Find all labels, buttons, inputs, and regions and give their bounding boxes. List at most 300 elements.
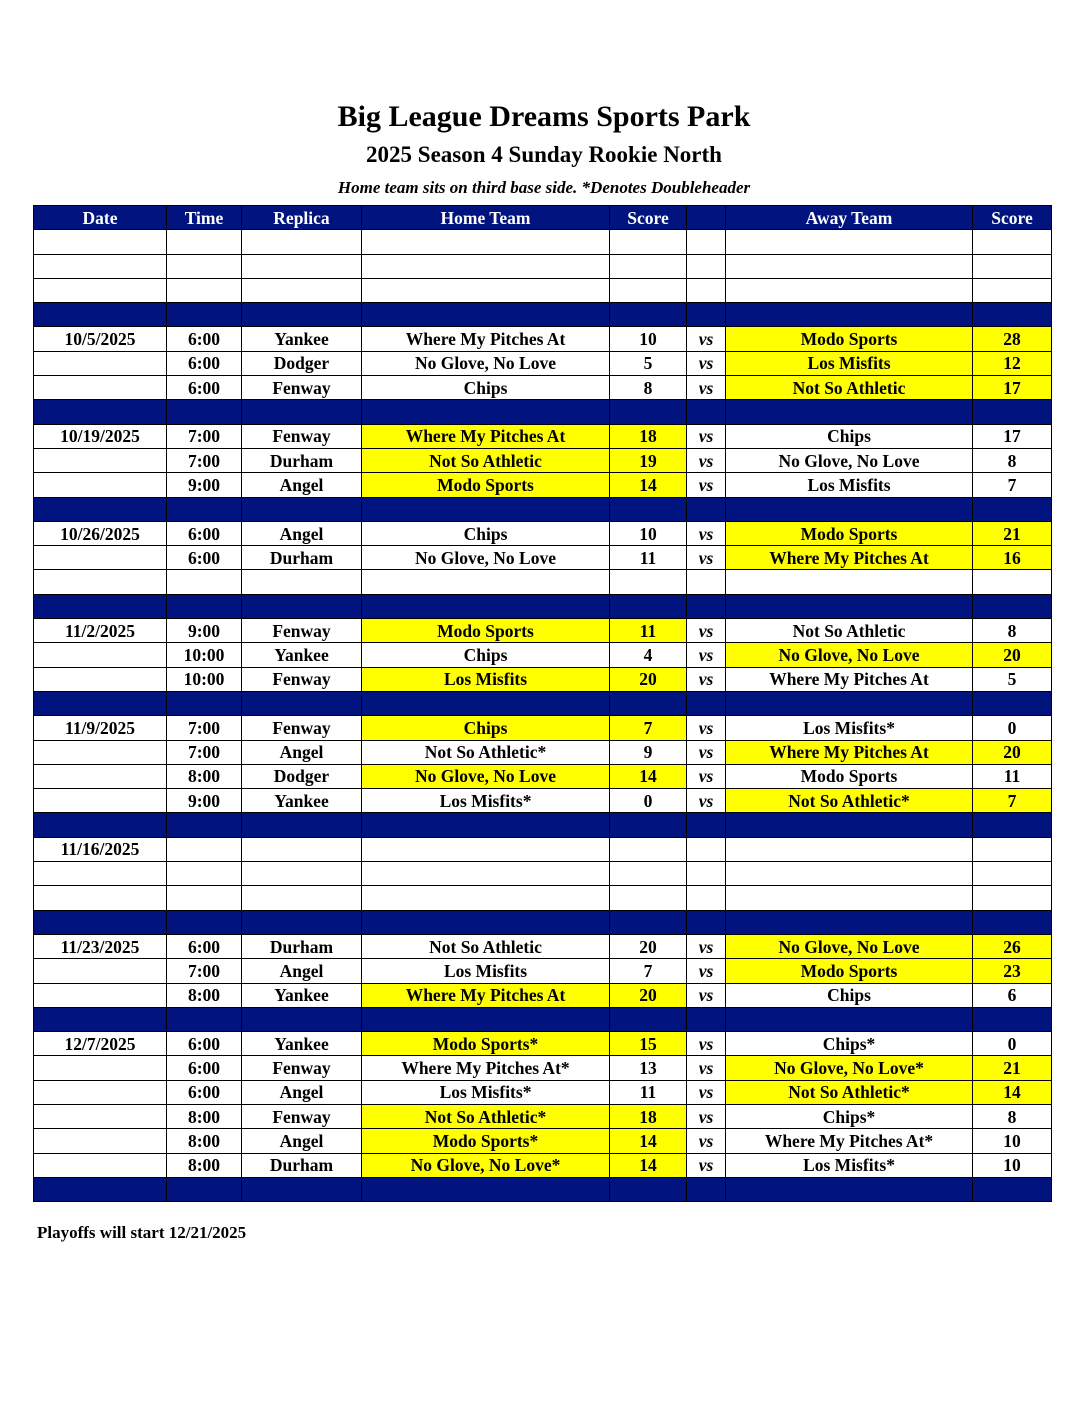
blank-row [34, 230, 1052, 254]
game-row [34, 643, 1052, 667]
header-time: Time [167, 206, 242, 230]
away-score-cell: 6 [973, 983, 1052, 1007]
vs-cell [687, 837, 726, 861]
vs-cell: vs [687, 643, 726, 667]
game-row [34, 983, 1052, 1007]
away-team-cell: Where My Pitches At [726, 667, 973, 691]
replica-cell [242, 862, 362, 886]
home-score-cell [610, 254, 687, 278]
home-team-cell: Modo Sports [362, 619, 610, 643]
home-score-cell [610, 570, 687, 594]
date-cell: 10/19/2025 [34, 424, 167, 448]
page-subtitle: 2025 Season 4 Sunday Rookie North [366, 142, 722, 167]
away-score-cell: 28 [973, 327, 1052, 351]
replica-cell [242, 278, 362, 302]
schedule-body [34, 230, 1052, 1202]
header-date: Date [34, 206, 167, 230]
replica-cell [242, 570, 362, 594]
home-score-cell [610, 497, 687, 521]
home-score-cell: 20 [610, 667, 687, 691]
time-cell [167, 862, 242, 886]
vs-cell [687, 1177, 726, 1201]
vs-cell: vs [687, 1153, 726, 1177]
home-team-cell: Los Misfits* [362, 1080, 610, 1104]
schedule-note: Home team sits on third base side. *Denotes Doubleheader [337, 178, 751, 197]
separator-row [34, 1177, 1052, 1201]
away-score-cell [973, 862, 1052, 886]
replica-cell [242, 910, 362, 934]
date-cell [34, 959, 167, 983]
replica-cell: Angel [242, 521, 362, 545]
replica-cell [242, 594, 362, 618]
time-cell: 6:00 [167, 376, 242, 400]
home-team-cell [362, 303, 610, 327]
away-score-cell: 0 [973, 716, 1052, 740]
separator-row [34, 303, 1052, 327]
time-cell: 9:00 [167, 473, 242, 497]
away-score-cell [973, 400, 1052, 424]
home-team-cell [362, 691, 610, 715]
time-cell: 8:00 [167, 1153, 242, 1177]
home-score-cell [610, 886, 687, 910]
time-cell: 6:00 [167, 934, 242, 958]
home-score-cell: 10 [610, 521, 687, 545]
game-row [34, 546, 1052, 570]
away-team-cell: Los Misfits [726, 473, 973, 497]
time-cell: 8:00 [167, 1104, 242, 1128]
away-score-cell [973, 691, 1052, 715]
game-row [34, 1153, 1052, 1177]
home-score-cell: 8 [610, 376, 687, 400]
date-cell [34, 303, 167, 327]
game-row [34, 521, 1052, 545]
away-team-cell: No Glove, No Love [726, 934, 973, 958]
replica-cell: Durham [242, 546, 362, 570]
header-home-score: Score [610, 206, 687, 230]
time-cell: 8:00 [167, 983, 242, 1007]
replica-cell [242, 1177, 362, 1201]
time-cell [167, 303, 242, 327]
away-score-cell [973, 254, 1052, 278]
time-cell [167, 1007, 242, 1031]
header-replica: Replica [242, 206, 362, 230]
away-team-cell: Not So Athletic* [726, 789, 973, 813]
replica-cell: Fenway [242, 376, 362, 400]
time-cell: 6:00 [167, 351, 242, 375]
date-cell [34, 400, 167, 424]
date-cell: 12/7/2025 [34, 1032, 167, 1056]
separator-row [34, 1007, 1052, 1031]
home-team-cell [362, 497, 610, 521]
away-score-cell [973, 837, 1052, 861]
date-cell [34, 1129, 167, 1153]
replica-cell: Yankee [242, 327, 362, 351]
away-score-cell: 8 [973, 1104, 1052, 1128]
home-team-cell: Not So Athletic [362, 934, 610, 958]
vs-cell: vs [687, 473, 726, 497]
home-team-cell: Where My Pitches At [362, 424, 610, 448]
away-score-cell [973, 278, 1052, 302]
time-cell [167, 691, 242, 715]
home-score-cell: 13 [610, 1056, 687, 1080]
home-team-cell: Not So Athletic [362, 448, 610, 472]
away-team-cell: Modo Sports [726, 521, 973, 545]
away-score-cell [973, 303, 1052, 327]
game-row [34, 1129, 1052, 1153]
replica-cell [242, 691, 362, 715]
home-score-cell: 19 [610, 448, 687, 472]
home-score-cell: 5 [610, 351, 687, 375]
away-team-cell [726, 570, 973, 594]
replica-cell: Angel [242, 740, 362, 764]
date-cell [34, 546, 167, 570]
game-row [34, 667, 1052, 691]
date-cell [34, 230, 167, 254]
away-score-cell [973, 230, 1052, 254]
header-away-team: Away Team [726, 206, 973, 230]
home-score-cell: 20 [610, 934, 687, 958]
game-row [34, 789, 1052, 813]
home-team-cell: Los Misfits [362, 959, 610, 983]
game-row [34, 764, 1052, 788]
game-row [34, 740, 1052, 764]
time-cell: 10:00 [167, 643, 242, 667]
vs-cell: vs [687, 619, 726, 643]
away-team-cell: Chips [726, 983, 973, 1007]
date-cell: 11/23/2025 [34, 934, 167, 958]
away-team-cell [726, 837, 973, 861]
replica-cell: Durham [242, 934, 362, 958]
date-cell [34, 862, 167, 886]
replica-cell: Dodger [242, 764, 362, 788]
time-cell: 8:00 [167, 1129, 242, 1153]
time-cell: 7:00 [167, 716, 242, 740]
home-team-cell [362, 594, 610, 618]
away-score-cell: 21 [973, 1056, 1052, 1080]
home-team-cell: Where My Pitches At [362, 327, 610, 351]
vs-cell [687, 862, 726, 886]
game-row [34, 1032, 1052, 1056]
home-score-cell: 11 [610, 619, 687, 643]
away-score-cell: 7 [973, 473, 1052, 497]
vs-cell [687, 691, 726, 715]
replica-cell [242, 254, 362, 278]
time-cell [167, 1177, 242, 1201]
footer-note: Playoffs will start 12/21/2025 [37, 1223, 247, 1242]
date-cell [34, 813, 167, 837]
away-score-cell: 11 [973, 764, 1052, 788]
away-team-cell: Chips* [726, 1104, 973, 1128]
home-score-cell: 9 [610, 740, 687, 764]
home-score-cell [610, 813, 687, 837]
vs-cell: vs [687, 424, 726, 448]
date-cell: 10/26/2025 [34, 521, 167, 545]
away-score-cell: 17 [973, 376, 1052, 400]
blank-row [34, 278, 1052, 302]
date-cell [34, 1104, 167, 1128]
home-score-cell [610, 278, 687, 302]
time-cell: 6:00 [167, 327, 242, 351]
replica-cell [242, 230, 362, 254]
away-score-cell [973, 813, 1052, 837]
away-score-cell [973, 594, 1052, 618]
home-team-cell: Where My Pitches At* [362, 1056, 610, 1080]
date-cell [34, 473, 167, 497]
away-team-cell [726, 910, 973, 934]
home-team-cell [362, 570, 610, 594]
replica-cell: Angel [242, 473, 362, 497]
home-team-cell: No Glove, No Love [362, 764, 610, 788]
vs-cell: vs [687, 716, 726, 740]
vs-cell: vs [687, 764, 726, 788]
home-score-cell: 7 [610, 716, 687, 740]
away-score-cell: 5 [973, 667, 1052, 691]
vs-cell: vs [687, 983, 726, 1007]
date-cell [34, 1177, 167, 1201]
away-team-cell: Los Misfits* [726, 716, 973, 740]
away-score-cell: 21 [973, 521, 1052, 545]
vs-cell: vs [687, 934, 726, 958]
replica-cell: Fenway [242, 1056, 362, 1080]
blank-row [34, 862, 1052, 886]
date-cell [34, 740, 167, 764]
home-team-cell: No Glove, No Love [362, 351, 610, 375]
date-cell [34, 1056, 167, 1080]
home-team-cell [362, 254, 610, 278]
away-team-cell [726, 691, 973, 715]
home-score-cell [610, 594, 687, 618]
home-score-cell: 7 [610, 959, 687, 983]
home-team-cell: Chips [362, 376, 610, 400]
home-score-cell [610, 862, 687, 886]
home-team-cell [362, 278, 610, 302]
time-cell: 9:00 [167, 789, 242, 813]
game-row [34, 1080, 1052, 1104]
replica-cell: Fenway [242, 619, 362, 643]
time-cell [167, 910, 242, 934]
home-team-cell: Modo Sports* [362, 1032, 610, 1056]
replica-cell [242, 813, 362, 837]
vs-cell: vs [687, 740, 726, 764]
table-header-row [34, 206, 1052, 230]
blank-row [34, 570, 1052, 594]
home-score-cell [610, 910, 687, 934]
time-cell: 7:00 [167, 424, 242, 448]
home-team-cell: Chips [362, 521, 610, 545]
replica-cell: Yankee [242, 983, 362, 1007]
home-team-cell [362, 910, 610, 934]
separator-row [34, 813, 1052, 837]
home-score-cell [610, 230, 687, 254]
header-home-team: Home Team [362, 206, 610, 230]
away-team-cell: Modo Sports [726, 959, 973, 983]
home-team-cell: Modo Sports [362, 473, 610, 497]
game-row [34, 327, 1052, 351]
away-team-cell: Where My Pitches At [726, 740, 973, 764]
game-row [34, 934, 1052, 958]
home-team-cell [362, 862, 610, 886]
away-team-cell: Where My Pitches At* [726, 1129, 973, 1153]
date-cell [34, 643, 167, 667]
home-score-cell [610, 400, 687, 424]
home-team-cell [362, 1007, 610, 1031]
home-team-cell: Chips [362, 716, 610, 740]
header-vs [687, 206, 726, 230]
away-score-cell: 10 [973, 1153, 1052, 1177]
date-cell [34, 1007, 167, 1031]
date-cell: 11/2/2025 [34, 619, 167, 643]
separator-row [34, 691, 1052, 715]
vs-cell [687, 570, 726, 594]
replica-cell: Durham [242, 1153, 362, 1177]
date-cell [34, 983, 167, 1007]
away-team-cell: No Glove, No Love [726, 643, 973, 667]
away-team-cell: Los Misfits* [726, 1153, 973, 1177]
away-score-cell: 8 [973, 619, 1052, 643]
away-score-cell: 14 [973, 1080, 1052, 1104]
away-team-cell [726, 1007, 973, 1031]
away-team-cell: Modo Sports [726, 764, 973, 788]
game-row [34, 716, 1052, 740]
home-team-cell: Not So Athletic* [362, 740, 610, 764]
away-team-cell: Los Misfits [726, 351, 973, 375]
vs-cell: vs [687, 1104, 726, 1128]
home-team-cell [362, 837, 610, 861]
separator-row [34, 497, 1052, 521]
date-cell [34, 764, 167, 788]
replica-cell: Fenway [242, 667, 362, 691]
vs-cell: vs [687, 546, 726, 570]
home-score-cell: 14 [610, 1153, 687, 1177]
away-score-cell [973, 1007, 1052, 1031]
vs-cell [687, 400, 726, 424]
time-cell [167, 594, 242, 618]
away-score-cell: 17 [973, 424, 1052, 448]
date-cell [34, 278, 167, 302]
time-cell [167, 254, 242, 278]
date-cell [34, 570, 167, 594]
replica-cell [242, 837, 362, 861]
replica-cell: Durham [242, 448, 362, 472]
away-team-cell [726, 886, 973, 910]
date-cell [34, 448, 167, 472]
away-team-cell: No Glove, No Love* [726, 1056, 973, 1080]
home-team-cell [362, 886, 610, 910]
blank-row [34, 254, 1052, 278]
away-team-cell [726, 303, 973, 327]
vs-cell [687, 303, 726, 327]
home-team-cell: No Glove, No Love [362, 546, 610, 570]
replica-cell [242, 497, 362, 521]
time-cell: 7:00 [167, 959, 242, 983]
away-team-cell [726, 813, 973, 837]
home-team-cell: No Glove, No Love* [362, 1153, 610, 1177]
away-score-cell: 7 [973, 789, 1052, 813]
game-row [34, 959, 1052, 983]
vs-cell: vs [687, 1129, 726, 1153]
away-score-cell: 26 [973, 934, 1052, 958]
home-team-cell: Not So Athletic* [362, 1104, 610, 1128]
time-cell [167, 497, 242, 521]
replica-cell: Angel [242, 959, 362, 983]
game-row [34, 837, 1052, 861]
home-team-cell: Los Misfits* [362, 789, 610, 813]
game-row [34, 619, 1052, 643]
vs-cell: vs [687, 521, 726, 545]
time-cell: 7:00 [167, 740, 242, 764]
away-score-cell [973, 497, 1052, 521]
vs-cell [687, 910, 726, 934]
vs-cell [687, 230, 726, 254]
away-team-cell: Not So Athletic* [726, 1080, 973, 1104]
date-cell [34, 1153, 167, 1177]
away-score-cell: 16 [973, 546, 1052, 570]
header-away-score: Score [973, 206, 1052, 230]
time-cell: 7:00 [167, 448, 242, 472]
away-team-cell [726, 400, 973, 424]
replica-cell: Angel [242, 1080, 362, 1104]
vs-cell: vs [687, 959, 726, 983]
time-cell: 8:00 [167, 764, 242, 788]
home-team-cell: Chips [362, 643, 610, 667]
away-team-cell [726, 230, 973, 254]
vs-cell [687, 594, 726, 618]
separator-row [34, 910, 1052, 934]
time-cell [167, 230, 242, 254]
home-score-cell [610, 303, 687, 327]
away-score-cell: 10 [973, 1129, 1052, 1153]
home-team-cell [362, 1177, 610, 1201]
replica-cell [242, 303, 362, 327]
vs-cell [687, 497, 726, 521]
vs-cell: vs [687, 327, 726, 351]
game-row [34, 376, 1052, 400]
away-team-cell [726, 1177, 973, 1201]
away-team-cell [726, 497, 973, 521]
time-cell [167, 813, 242, 837]
away-team-cell [726, 594, 973, 618]
replica-cell [242, 1007, 362, 1031]
away-team-cell: Chips [726, 424, 973, 448]
home-team-cell [362, 813, 610, 837]
date-cell [34, 1080, 167, 1104]
home-score-cell [610, 1177, 687, 1201]
away-score-cell: 12 [973, 351, 1052, 375]
away-score-cell: 23 [973, 959, 1052, 983]
date-cell [34, 886, 167, 910]
time-cell [167, 886, 242, 910]
game-row [34, 448, 1052, 472]
home-team-cell [362, 400, 610, 424]
home-score-cell: 4 [610, 643, 687, 667]
vs-cell [687, 813, 726, 837]
home-score-cell [610, 691, 687, 715]
away-score-cell [973, 570, 1052, 594]
time-cell [167, 837, 242, 861]
vs-cell: vs [687, 789, 726, 813]
home-team-cell: Where My Pitches At [362, 983, 610, 1007]
time-cell: 6:00 [167, 1032, 242, 1056]
away-score-cell: 20 [973, 740, 1052, 764]
vs-cell [687, 278, 726, 302]
game-row [34, 1056, 1052, 1080]
home-score-cell [610, 837, 687, 861]
away-team-cell: Modo Sports [726, 327, 973, 351]
away-score-cell: 8 [973, 448, 1052, 472]
vs-cell: vs [687, 667, 726, 691]
away-score-cell [973, 886, 1052, 910]
date-cell [34, 691, 167, 715]
